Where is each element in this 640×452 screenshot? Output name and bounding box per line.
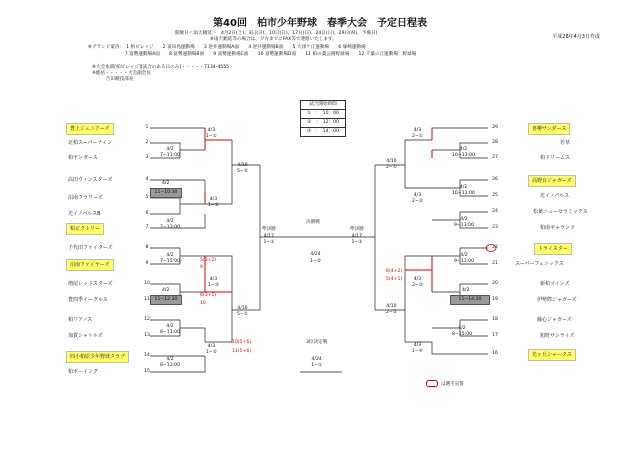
left-match-6: 4/2 7−15:00 (160, 253, 181, 264)
right-quarter-2: 4/10 2−② (386, 304, 397, 315)
page-title: 第40回 柏市少年野球 春季大会 予定日程表 (213, 18, 427, 29)
right-team-22: トライスター (534, 243, 572, 255)
left-num-12: 12 (144, 317, 150, 322)
final-title: 決勝戦 (306, 220, 320, 225)
left-team-11: 豊四季イーグルス (68, 297, 108, 303)
left-match-7-box: 11−12:30 (150, 295, 182, 305)
left-num-8: 8 (145, 245, 149, 250)
organizer-line: ※総括・・・・・大会副会長 (92, 71, 151, 76)
left-match-10: 4/2 8−13:00 (160, 357, 181, 368)
left-team-14: 四小柏原少年野球クラブ (66, 351, 129, 363)
start-time-title: 試合開始時間 (301, 101, 345, 110)
right-match-10: 4/3 1−④ (412, 343, 423, 354)
start-time-row-1: ① ： 10：00 (301, 110, 345, 119)
right-team-29: 喜柳サンダース (528, 123, 570, 135)
right-quarter-1: 4/10 2−① (386, 159, 397, 170)
right-match-6: 4/2 9−11:00 (454, 253, 475, 264)
left-num-4: 4 (145, 177, 149, 182)
left-team-13: 加賀シャトルズ (68, 333, 103, 339)
left-team-5: 沼南フラワーズ (68, 195, 103, 201)
right-num-20: 20 (492, 281, 498, 286)
left-quarter-2: 4/10 5−① (237, 306, 248, 317)
right-num-19: 19 (492, 297, 498, 302)
left-num-5: 5 (145, 195, 149, 200)
left-num-6: 6 (145, 211, 149, 216)
ground-list-2: 7 富勢運動場A面 8 富勢運動場B面 9 富勢運動場C面 10 富勢運動場D面 11 柏の葉公園野球場 12 千葉の丘運動場 野球場 (88, 52, 417, 57)
third-place: 3位決定戦 4/24 1−① (306, 340, 328, 368)
red-label-l11b: 11(5+6) (232, 349, 252, 354)
right-match-1: 4/3 2−① (412, 128, 423, 139)
right-match-7-date: 4/2 (462, 288, 470, 293)
left-match-3-box: 11−10:30 (150, 188, 182, 198)
right-team-17: 旭町サンライズ (540, 333, 575, 339)
left-team-7: 柏ビクトリー (66, 223, 104, 235)
left-num-3: 3 (145, 155, 149, 160)
red-label-l5: 5(3+2) (200, 258, 217, 263)
red-label-l9: 9 (200, 265, 203, 270)
right-match-5: 4/2 9−13:00 (454, 217, 475, 228)
start-time-row-3: ③ ： 14：00 (307, 129, 339, 134)
right-match-2: 4/2 10−13:00 (452, 147, 475, 158)
left-team-10: 増尾レッドスターズ (68, 281, 113, 287)
left-num-15: 15 (144, 369, 150, 374)
right-num-16: 16 (492, 351, 498, 356)
rain-notice: ※雨天順延等の場合は、夕方までにFAX等で連絡いたします。 (210, 37, 337, 42)
left-match-4: 4/3 1−② (208, 197, 219, 208)
legend: は選手宣誓 (426, 380, 464, 387)
left-team-8: 千代田ファイターズ (68, 245, 113, 251)
left-team-3: 柏ヤンガース (68, 155, 98, 161)
left-team-1: 豊上ジュニアーズ (66, 123, 114, 135)
left-match-3-date: 4/2 (162, 181, 170, 186)
left-match-5: 4/2 7−13:00 (160, 219, 181, 230)
right-semifinal: 準決勝 4/17 1−② (350, 227, 364, 245)
start-time-row-2: ② ： 12：00 (301, 119, 345, 128)
left-num-2: 2 (145, 140, 149, 145)
right-num-23: 23 (492, 225, 498, 230)
schedule-dates: 開催日＜雨天順延＞ 4月2日(土)、3日(日)、10日(日)、17日(日)、24日(日)、29日(祝)、予備日) (175, 31, 378, 36)
right-team-25: 光イノパルス (540, 193, 570, 199)
right-team-16: 光ヶ丘シャークス (528, 349, 576, 361)
left-match-7-date: 4/2 (162, 288, 170, 293)
right-team-23: 柏南ギャランツ (540, 225, 576, 231)
ground-list-1: ※グランド案内： 1 柏ビレッジ 2 富田島運動場 3 逆井運動場A面 4 逆井運動場B面 5 大津ケ丘運動場 6 塚崎運動場 (88, 45, 366, 50)
start-time-table (300, 100, 346, 137)
left-num-1: 1 (145, 125, 149, 130)
right-team-27: 柏ドリームス (540, 155, 571, 161)
left-match-9: 4/2 8−11:00 (160, 324, 181, 335)
left-team-4: 高田ウィンスターズ (68, 177, 113, 183)
right-team-26: 高野台ジャガーズ (528, 175, 576, 187)
right-match-9: 4/2 8−15:00 (452, 326, 473, 337)
left-team-9: 沼南ファイヤーズ (66, 259, 114, 271)
red-label-l10: 10 (200, 301, 206, 306)
left-team-6: 光イノパルスB (68, 211, 101, 217)
right-match-7-box: 11−14:30 (450, 295, 490, 305)
left-match-8: 4/3 1−③ (208, 277, 219, 288)
right-num-28: 28 (492, 140, 498, 145)
left-num-13: 13 (144, 333, 150, 338)
left-match-2: 4/2 7−11:00 (160, 147, 181, 158)
right-num-21: 21 (492, 261, 498, 266)
right-num-29: 29 (492, 125, 498, 130)
legend-circle-icon (426, 380, 438, 387)
organizer-name: 吉田競技部長 (92, 77, 134, 82)
right-team-19: 伊勢際ジャガーズ (537, 297, 577, 303)
right-num-17: 17 (492, 333, 498, 338)
hq-contact: ※大会本部[柏ビレッジ][試合のある日のみ]・・・・・7134-4555 (92, 65, 230, 70)
left-num-10: 10 (144, 281, 150, 286)
left-num-7: 7 (145, 225, 149, 230)
left-num-14: 14 (144, 353, 150, 358)
red-label-l6: 6(3+1) (200, 293, 217, 298)
left-semifinal: 準決勝 4/17 1−① (262, 227, 276, 245)
right-team-28: 若草 (560, 140, 571, 146)
right-num-22: 22 (492, 245, 498, 250)
right-team-18: 藤心ジャガーズ (537, 317, 572, 323)
right-team-20: 新柏ツインズ (540, 281, 570, 287)
created-date: 平成28年4月3日作成 (552, 34, 600, 40)
right-match-3: 4/2 10−11:00 (452, 185, 475, 196)
red-label-l11a: 10(5+6) (232, 340, 252, 345)
left-quarter-1: 4/10 5−② (237, 163, 248, 174)
left-match-1: 4/3 1−① (206, 128, 217, 139)
red-label-lsf: 6(4+2) (386, 269, 403, 274)
right-num-27: 27 (492, 155, 498, 160)
right-num-26: 26 (492, 177, 498, 182)
right-team-21: スーパーフェニックス (515, 261, 564, 267)
left-num-9: 9 (145, 261, 149, 266)
left-team-12: 柏リアノス (68, 317, 93, 323)
left-team-2: 北柏スーパーナイン (68, 140, 113, 146)
final-info: 4/24 1−② (310, 252, 321, 264)
red-label-rsf: 5(4+1) (386, 277, 403, 282)
right-match-4: 4/3 2−② (412, 193, 423, 204)
right-team-24: 松葉ニューセラミックス (533, 209, 588, 215)
left-match-11: 4/3 1−② (206, 344, 217, 355)
left-num-11: 11 (144, 297, 150, 302)
right-num-24: 24 (492, 209, 498, 214)
right-match-8: 4/3 2−③ (412, 277, 423, 288)
right-num-25: 25 (492, 193, 498, 198)
right-num-18: 18 (492, 317, 498, 322)
left-team-15: 柏ボーイング (68, 369, 98, 375)
